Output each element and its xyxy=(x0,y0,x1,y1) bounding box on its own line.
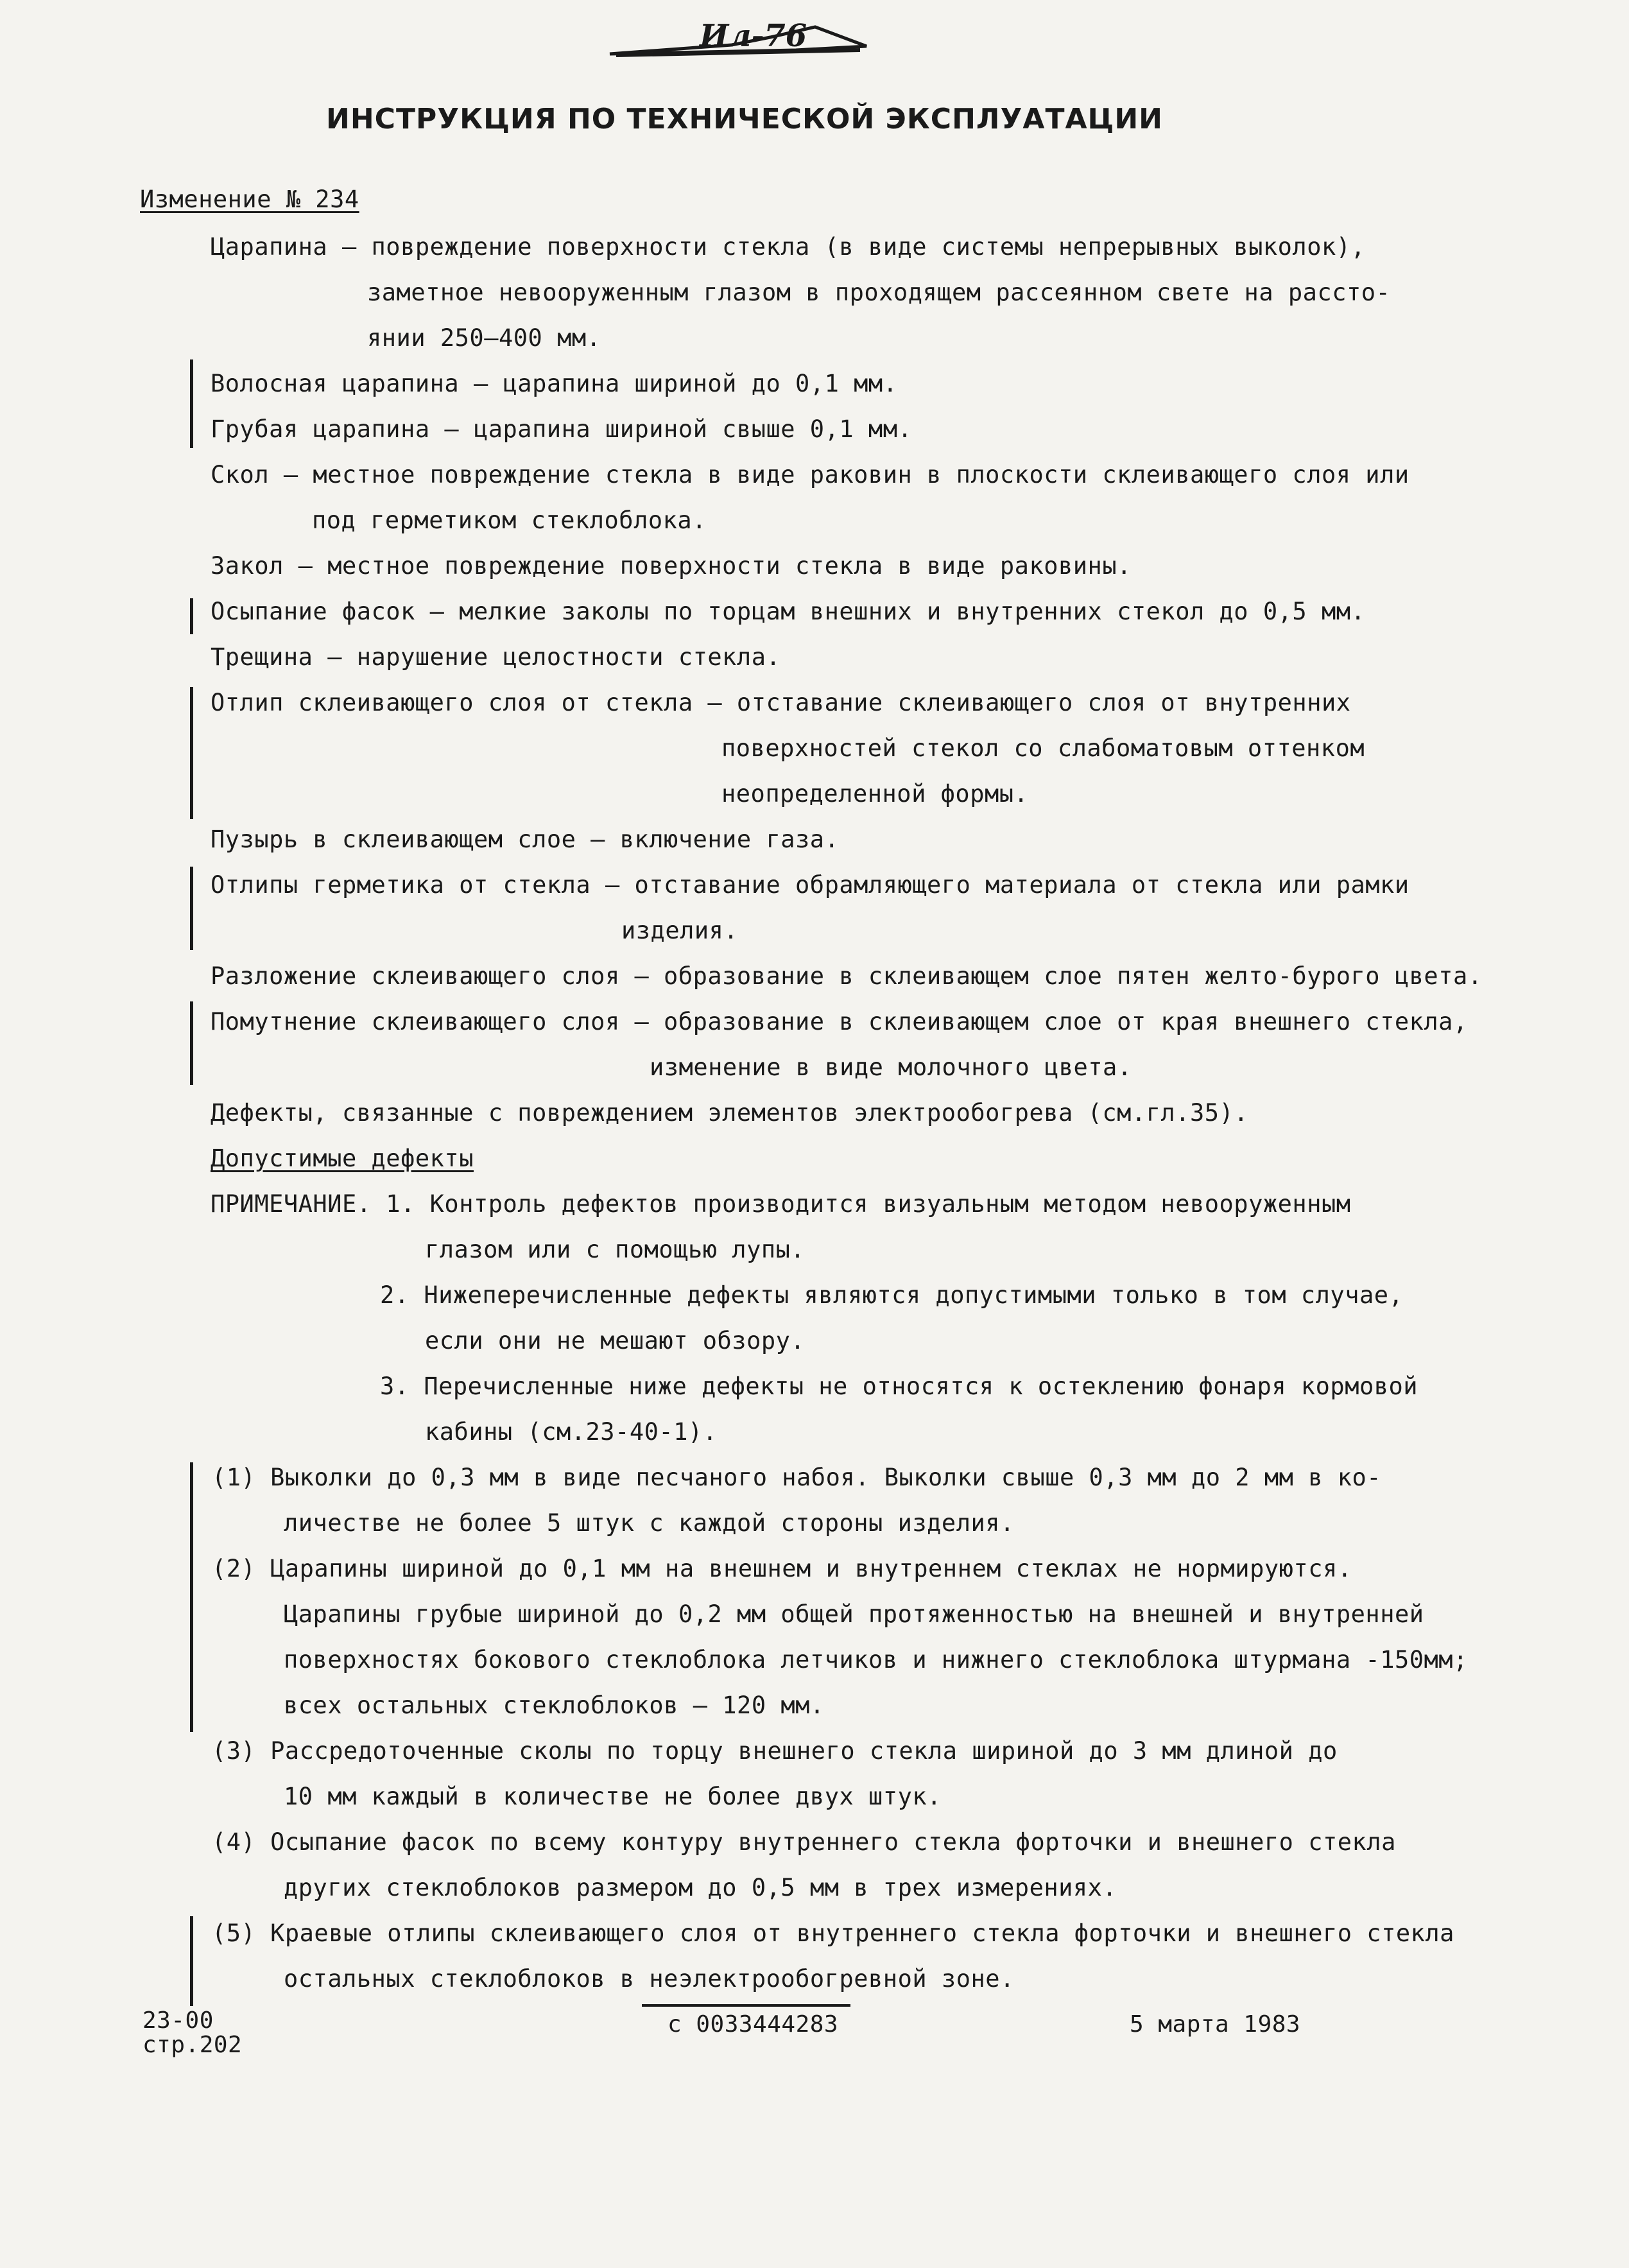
definition-line: изделия. xyxy=(621,917,739,944)
logo-text: Ил-76 xyxy=(700,18,807,54)
change-bar xyxy=(190,687,193,819)
change-bar xyxy=(190,359,193,448)
definition-line: Царапина – повреждение поверхности стекла (в виде системы непрерывных выколок), xyxy=(211,233,1366,261)
item-line: Царапины грубые шириной до 0,2 мм общей протяженностью на внешней и внутренней xyxy=(284,1600,1424,1628)
item-line: личестве не более 5 штук с каждой стороны изделия. xyxy=(284,1509,1015,1537)
change-bar xyxy=(190,1462,193,1732)
definition-line: Осыпание фасок – мелкие заколы по торцам внешних и внутренних стекол до 0,5 мм. xyxy=(211,598,1366,625)
definition-line: под герметиком стеклоблока. xyxy=(312,506,707,534)
definition-line: Скол – местное повреждение стекла в виде раковин в плоскости склеивающего слоя или xyxy=(211,461,1409,489)
definition-line: Разложение склеивающего слоя – образование в склеивающем слое пятен желто-бурого цвета. xyxy=(211,962,1483,990)
note-line: 2. Нижеперечисленные дефекты являются допустимыми только в том случае, xyxy=(380,1281,1404,1309)
footer-code: с 0033444283 xyxy=(668,2011,839,2038)
change-bar xyxy=(190,1916,193,2006)
definition-line: Пузырь в склеивающем слое – включение газа. xyxy=(211,826,840,853)
item-line: поверхностях бокового стеклоблока летчиков и нижнего стеклоблока штурмана -150мм; xyxy=(284,1646,1468,1674)
footer-date: 5 марта 1983 xyxy=(1130,2011,1301,2038)
definition-line: Трещина – нарушение целостности стекла. xyxy=(211,643,781,671)
change-bar xyxy=(190,598,193,634)
item-line: остальных стеклоблоков в неэлектрообогревной зоне. xyxy=(284,1965,1015,1993)
footer-page: стр.202 xyxy=(142,2032,243,2058)
item-line: (3) Рассредоточенные сколы по торцу внешнего стекла шириной до 3 мм длиной до xyxy=(212,1737,1338,1765)
definition-line: Грубая царапина – царапина шириной свыше 0,1 мм. xyxy=(211,415,913,443)
aircraft-logo-icon xyxy=(603,18,873,58)
note-line: 3. Перечисленные ниже дефекты не относятся к остеклению фонаря кормовой xyxy=(380,1372,1418,1400)
footer-rule xyxy=(642,2004,850,2007)
definition-line: изменение в виде молочного цвета. xyxy=(650,1053,1132,1081)
definition-line: янии 250–400 мм. xyxy=(367,324,601,352)
definition-line: Помутнение склеивающего слоя – образование в склеивающем слое от края внешнего стекла, xyxy=(211,1008,1468,1035)
note-line: если они не мешают обзору. xyxy=(425,1327,806,1355)
change-bar xyxy=(190,867,193,950)
allowed-defects-heading: Допустимые дефекты xyxy=(211,1145,474,1172)
document-title: ИНСТРУКЦИЯ ПО ТЕХНИЧЕСКОЙ ЭКСПЛУАТАЦИИ xyxy=(326,103,1163,135)
note-line: ПРИМЕЧАНИЕ. 1. Контроль дефектов производится визуальным методом невооруженным xyxy=(211,1190,1351,1218)
item-line: (2) Царапины шириной до 0,1 мм на внешнем и внутреннем стеклах не нормируются. xyxy=(212,1555,1352,1582)
note-line: кабины (см.23-40-1). xyxy=(425,1418,718,1446)
change-bar xyxy=(190,1001,193,1085)
definition-line: заметное невооруженным глазом в проходящем рассеянном свете на рассто- xyxy=(367,279,1391,306)
definition-line: Закол – местное повреждение поверхности стекла в виде раковины. xyxy=(211,552,1132,580)
note-line: глазом или с помощью лупы. xyxy=(425,1236,806,1263)
item-line: 10 мм каждый в количестве не более двух штук. xyxy=(284,1783,942,1810)
item-line: (5) Краевые отлипы склеивающего слоя от внутреннего стекла форточки и внешнего стекла xyxy=(212,1919,1454,1947)
item-line: (1) Выколки до 0,3 мм в виде песчаного набоя. Выколки свыше 0,3 мм до 2 мм в ко- xyxy=(212,1464,1382,1491)
item-line: других стеклоблоков размером до 0,5 мм в трех измерениях. xyxy=(284,1874,1117,1901)
definition-line: Отлипы герметика от стекла – отставание обрамляющего материала от стекла или рамки xyxy=(211,871,1409,899)
definition-line: Волосная царапина – царапина шириной до 0,1 мм. xyxy=(211,370,898,397)
definition-line: поверхностей стекол со слабоматовым оттенком xyxy=(721,734,1365,762)
definition-line: неопределенной формы. xyxy=(721,780,1029,808)
item-line: всех остальных стеклоблоков – 120 мм. xyxy=(284,1692,825,1719)
footer-section: 23-00 xyxy=(142,2007,214,2034)
item-line: (4) Осыпание фасок по всему контуру внутреннего стекла форточки и внешнего стекла xyxy=(212,1828,1396,1856)
definition-line: Дефекты, связанные с повреждением элементов электрообогрева (см.гл.35). xyxy=(211,1099,1249,1127)
definition-line: Отлип склеивающего слоя от стекла – отставание склеивающего слоя от внутренних xyxy=(211,689,1351,716)
change-number: Изменение № 234 xyxy=(140,186,359,213)
